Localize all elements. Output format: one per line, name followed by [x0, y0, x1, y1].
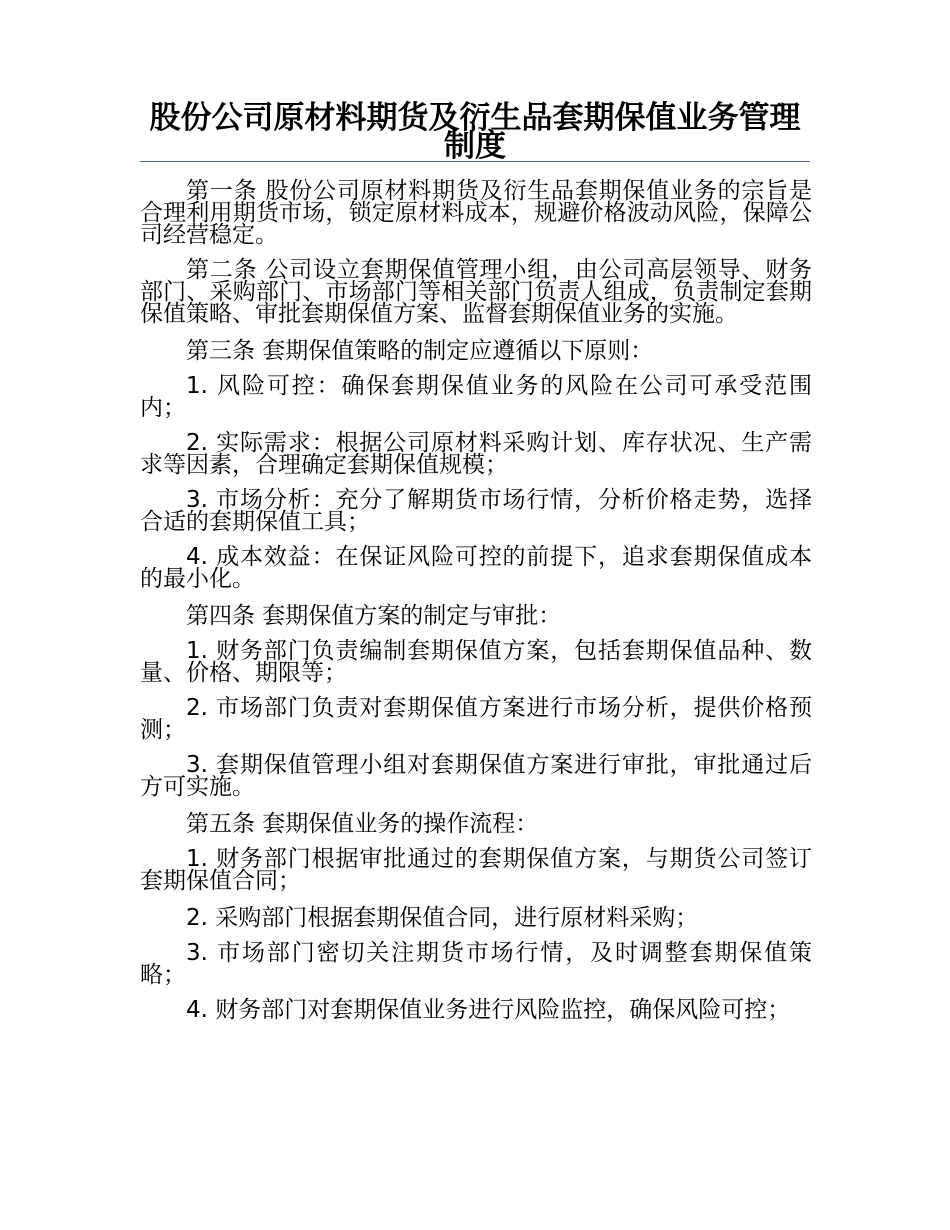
article-4-item-2: 2. 市场部门负责对套期保值方案进行市场分析，提供价格预测；	[140, 695, 812, 743]
article-4: 第四条 套期保值方案的制定与审批：	[186, 603, 562, 629]
article-5: 第五条 套期保值业务的操作流程：	[186, 811, 539, 837]
document-title: 股份公司原材料期货及衍生品套期保值业务管理制度	[149, 100, 801, 164]
article-5-item-1: 1. 财务部门根据审批通过的套期保值方案，与期货公司签订套期保值合同；	[140, 846, 812, 894]
article-3-item-4: 4. 成本效益：在保证风险可控的前提下，追求套期保值成本的最小化。	[140, 544, 812, 592]
article-4-item-3: 3. 套期保值管理小组对套期保值方案进行审批，审批通过后方可实施。	[140, 752, 812, 800]
title-underline	[140, 161, 810, 162]
article-5-item-3: 3. 市场部门密切关注期货市场行情，及时调整套期保值策略；	[140, 940, 812, 988]
article-5-item-4: 4. 财务部门对套期保值业务进行风险监控，确保风险可控；	[186, 997, 791, 1023]
article-5-item-2: 2. 采购部门根据套期保值合同，进行原材料采购；	[186, 905, 699, 931]
article-4-item-1: 1. 财务部门负责编制套期保值方案，包括套期保值品种、数量、价格、期限等；	[140, 638, 812, 686]
article-1: 第一条 股份公司原材料期货及衍生品套期保值业务的宗旨是合理利用期货市场，锁定原材料成本，规避价格波动风险，保障公司经营稳定。	[140, 178, 812, 248]
article-2: 第二条 公司设立套期保值管理小组，由公司高层领导、财务部门、采购部门、市场部门等相关部门负责人组成，负责制定套期保值策略、审批套期保值方案、监督套期保值业务的实施。	[140, 257, 812, 327]
article-3-item-2: 2. 实际需求：根据公司原材料采购计划、库存状况、生产需求等因素，合理确定套期保值规模；	[140, 430, 812, 478]
article-3-item-3: 3. 市场分析：充分了解期货市场行情，分析价格走势，选择合适的套期保值工具；	[140, 487, 812, 535]
article-3-item-1: 1. 风险可控：确保套期保值业务的风险在公司可承受范围内；	[140, 373, 812, 421]
document-body	[140, 180, 812, 1034]
article-3: 第三条 套期保值策略的制定应遵循以下原则：	[186, 338, 654, 364]
